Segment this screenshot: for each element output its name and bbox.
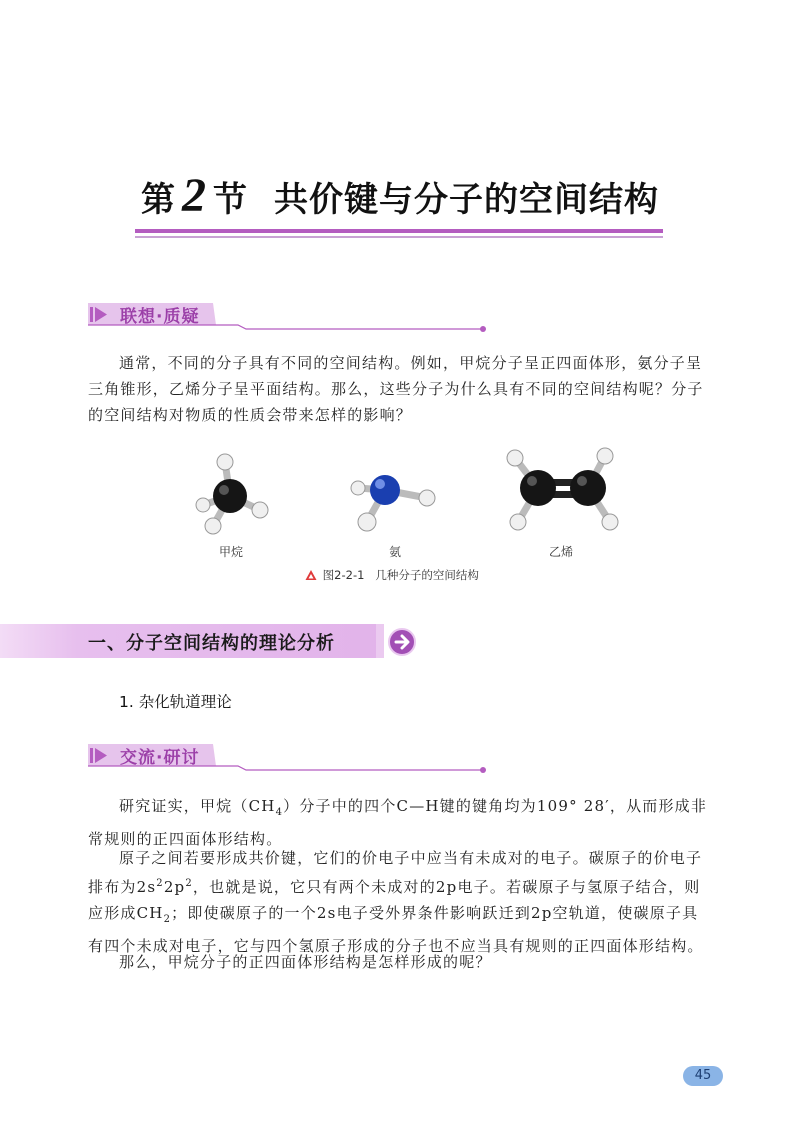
title-rule bbox=[135, 229, 663, 233]
section-banner bbox=[88, 624, 418, 658]
paragraph-methane-angle: 研究证实，甲烷$(CH_4)$分子中的四个C—H键的键角均为109° 28′，从而形成非常规则的正四面体形结构。 bbox=[88, 797, 708, 848]
arrow-right-circle-icon bbox=[387, 627, 417, 657]
subsection-heading: 1. 杂化轨道理论 bbox=[119, 693, 232, 711]
ethylene-model bbox=[500, 440, 625, 540]
title-text: 共价键与分子的空间结构 bbox=[274, 180, 659, 220]
title-prefix: 第 bbox=[141, 180, 176, 220]
banner-text: 一、分子空间结构的理论分析 bbox=[88, 633, 335, 654]
paragraph-carbon-electrons: 原子之间若要形成共价键，它们的价电子中应当有未成对的电子。碳原子的价电子排布为$2s^22p^2$，也就是说，它只有两个未成对的2p电子。若碳原子与氢原子结合，则应形成$CH_2$；即使碳原子的一个2s电子受外界条件影响跃迁到2p空轨道，使碳原子具有四个未成对电子，它与四个氢原子形成的分子也不应当具有规则的正四面体形结构。 bbox=[88, 849, 704, 955]
paragraph-question: 那么，甲烷分子的正四面体形结构是怎样形成的呢？ bbox=[119, 953, 492, 971]
section-header-jiaoliu bbox=[88, 744, 488, 768]
section-label: 联想·质疑 bbox=[120, 307, 200, 327]
play-arrow-icon bbox=[88, 303, 110, 325]
intro-paragraph: 通常，不同的分子具有不同的空间结构。例如，甲烷分子呈正四面体形，氨分子呈三角锥形，乙烯分子呈平面结构。那么，这些分子为什么具有不同的空间结构呢？分子的空间结构对物质的性质会带来怎样的影响？ bbox=[88, 354, 704, 424]
play-arrow-icon bbox=[88, 744, 110, 766]
caption-triangle-icon bbox=[305, 569, 317, 581]
page-number: 45 bbox=[683, 1066, 723, 1086]
molecule-label-methane: 甲烷 bbox=[219, 545, 244, 559]
title-rule-thin bbox=[135, 236, 663, 238]
section-number: 2 bbox=[182, 169, 207, 222]
ammonia-model bbox=[345, 468, 440, 538]
methane-model bbox=[185, 448, 280, 538]
section-label: 交流·研讨 bbox=[120, 748, 200, 768]
molecule-label-ammonia: 氨 bbox=[389, 545, 402, 559]
section-header-lianxiang bbox=[88, 303, 488, 327]
title-mid: 节 bbox=[213, 180, 248, 220]
molecule-label-ethylene: 乙烯 bbox=[549, 545, 574, 559]
caption-number: 图2-2-1 bbox=[322, 568, 365, 582]
figure-caption bbox=[305, 567, 479, 583]
caption-text: 几种分子的空间结构 bbox=[375, 568, 479, 582]
page-title bbox=[135, 168, 665, 223]
